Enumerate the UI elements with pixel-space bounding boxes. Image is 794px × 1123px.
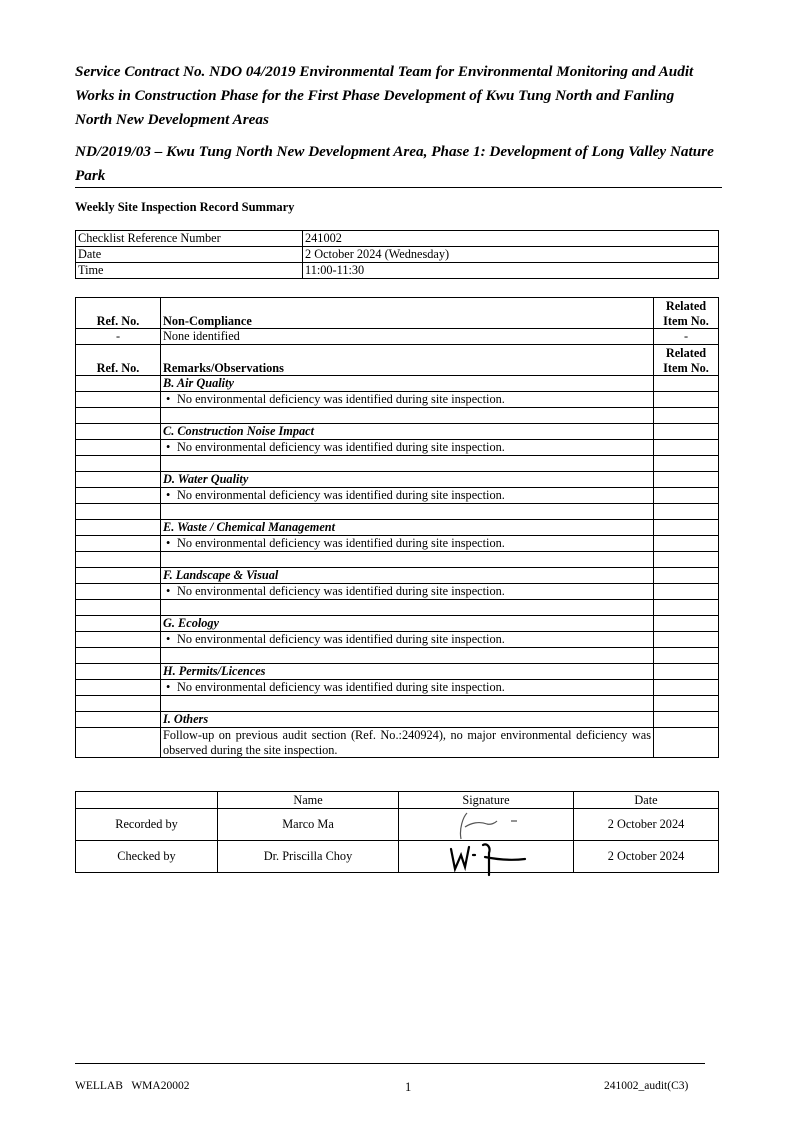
related-cell (654, 376, 719, 392)
info-label: Date (76, 247, 303, 263)
section-title-row (76, 424, 719, 440)
footer-left: WELLAB WMA20002 (75, 1080, 190, 1092)
section-title: C. Construction Noise Impact (161, 424, 654, 440)
remarks-header-row (76, 345, 719, 376)
ref-cell (76, 520, 161, 536)
section-title: F. Landscape & Visual (161, 568, 654, 584)
related-cell (654, 584, 719, 600)
related-cell (654, 664, 719, 680)
document-title: Weekly Site Inspection Record Summary (75, 200, 295, 214)
info-row (76, 247, 719, 263)
section-title-row (76, 616, 719, 632)
spacer-row (76, 456, 719, 472)
section-item (161, 632, 654, 648)
section-item-text: No environmental deficiency was identified during site inspection. (177, 392, 505, 406)
section-item-row (76, 488, 719, 504)
related-cell (654, 472, 719, 488)
col-ref-no: Ref. No. (76, 345, 161, 376)
related-cell (654, 424, 719, 440)
section-item-row (76, 680, 719, 696)
project-title: ND/2019/03 – Kwu Tung North New Development Area, Phase 1: Development of Long Valley Nature Park (75, 143, 714, 184)
footer-right: 241002_audit(C3) (604, 1080, 689, 1092)
footer-divider (75, 1063, 705, 1064)
section-title: B. Air Quality (161, 376, 654, 392)
related-cell (654, 680, 719, 696)
signature-row (76, 809, 719, 841)
bullet-icon: • (166, 488, 171, 502)
noncompliance-related: - (654, 329, 719, 345)
handwritten-signature-icon (399, 809, 574, 842)
spacer-row (76, 504, 719, 520)
spacer-row (76, 408, 719, 424)
others-row (76, 728, 719, 758)
col-noncompliance: Non-Compliance (161, 298, 654, 329)
section-item (161, 440, 654, 456)
ref-cell (76, 392, 161, 408)
section-item-text: No environmental deficiency was identified during site inspection. (177, 536, 505, 550)
remarks-sections (76, 376, 719, 712)
noncompliance-text: None identified (161, 329, 654, 345)
inspection-info-table (75, 230, 719, 279)
ref-cell (76, 440, 161, 456)
section-title-row (76, 520, 719, 536)
section-item-text: No environmental deficiency was identified during site inspection. (177, 680, 505, 694)
info-value: 11:00-11:30 (303, 263, 719, 279)
col-role (76, 792, 218, 809)
related-cell (654, 632, 719, 648)
section-title-row (76, 664, 719, 680)
section-title-row (76, 376, 719, 392)
bullet-icon: • (166, 584, 171, 598)
signature-row (76, 841, 719, 873)
findings-table (75, 297, 719, 758)
section-title: G. Ecology (161, 616, 654, 632)
section-item (161, 680, 654, 696)
col-related-item: Related Item No. (654, 298, 719, 329)
spacer-row (76, 600, 719, 616)
section-item (161, 536, 654, 552)
sign-date: 2 October 2024 (574, 841, 719, 873)
section-item-row (76, 584, 719, 600)
section-item-text: No environmental deficiency was identified during site inspection. (177, 584, 505, 598)
signature-image (399, 809, 574, 841)
section-item-row (76, 536, 719, 552)
info-label: Checklist Reference Number (76, 231, 303, 247)
section-item-row (76, 440, 719, 456)
noncompliance-row (76, 329, 719, 345)
related-cell (654, 616, 719, 632)
signature-image (399, 841, 574, 873)
bullet-icon: • (166, 392, 171, 406)
page-number: 1 (405, 1080, 412, 1094)
spacer-row (76, 648, 719, 664)
info-row (76, 231, 719, 247)
spacer-row (76, 552, 719, 568)
section-title-row (76, 568, 719, 584)
bullet-icon: • (166, 536, 171, 550)
signature-table (75, 791, 719, 873)
ref-cell (76, 632, 161, 648)
section-item (161, 584, 654, 600)
section-item-row (76, 632, 719, 648)
section-item-text: No environmental deficiency was identified during site inspection. (177, 632, 505, 646)
ref-cell (76, 376, 161, 392)
ref-cell (76, 616, 161, 632)
noncompliance-header-row (76, 298, 719, 329)
signer-name: Marco Ma (218, 809, 399, 841)
info-value: 241002 (303, 231, 719, 247)
signature-header-row (76, 792, 719, 809)
noncompliance-ref: - (76, 329, 161, 345)
ref-cell (76, 536, 161, 552)
related-cell (654, 536, 719, 552)
col-signature: Signature (399, 792, 574, 809)
bullet-icon: • (166, 632, 171, 646)
section-item (161, 392, 654, 408)
section-item-text: No environmental deficiency was identified during site inspection. (177, 440, 505, 454)
related-cell (654, 488, 719, 504)
section-item-row (76, 392, 719, 408)
ref-cell (76, 568, 161, 584)
ref-cell (76, 664, 161, 680)
section-title: H. Permits/Licences (161, 664, 654, 680)
related-cell (654, 392, 719, 408)
ref-cell (76, 472, 161, 488)
sign-date: 2 October 2024 (574, 809, 719, 841)
col-ref-no: Ref. No. (76, 298, 161, 329)
section-item (161, 488, 654, 504)
ref-cell (76, 680, 161, 696)
section-title: I. Others (161, 712, 654, 728)
bullet-icon: • (166, 440, 171, 454)
related-cell (654, 520, 719, 536)
info-value: 2 October 2024 (Wednesday) (303, 247, 719, 263)
header-divider (75, 187, 722, 188)
ref-cell (76, 488, 161, 504)
spacer-row (76, 696, 719, 712)
related-cell (654, 440, 719, 456)
col-date: Date (574, 792, 719, 809)
bullet-icon: • (166, 680, 171, 694)
col-name: Name (218, 792, 399, 809)
others-text: Follow-up on previous audit section (Ref. No.:240924), no major environmental deficiency was observed during the site inspection. (161, 728, 654, 758)
col-related-item: Related Item No. (654, 345, 719, 376)
contract-title: Service Contract No. NDO 04/2019 Environmental Team for Environmental Monitoring and Audit Works in Construction Phase for the First Phase Development of Kwu Tung North and Fanling North New Development Areas (75, 63, 694, 128)
col-remarks: Remarks/Observations (161, 345, 654, 376)
section-title: E. Waste / Chemical Management (161, 520, 654, 536)
ref-cell (76, 584, 161, 600)
handwritten-signature-icon (399, 841, 574, 877)
section-title-row (76, 472, 719, 488)
ref-cell (76, 424, 161, 440)
role-label: Recorded by (76, 809, 218, 841)
section-title: D. Water Quality (161, 472, 654, 488)
section-item-text: No environmental deficiency was identified during site inspection. (177, 488, 505, 502)
section-title-row (76, 712, 719, 728)
role-label: Checked by (76, 841, 218, 873)
info-row (76, 263, 719, 279)
related-cell (654, 568, 719, 584)
info-label: Time (76, 263, 303, 279)
signer-name: Dr. Priscilla Choy (218, 841, 399, 873)
